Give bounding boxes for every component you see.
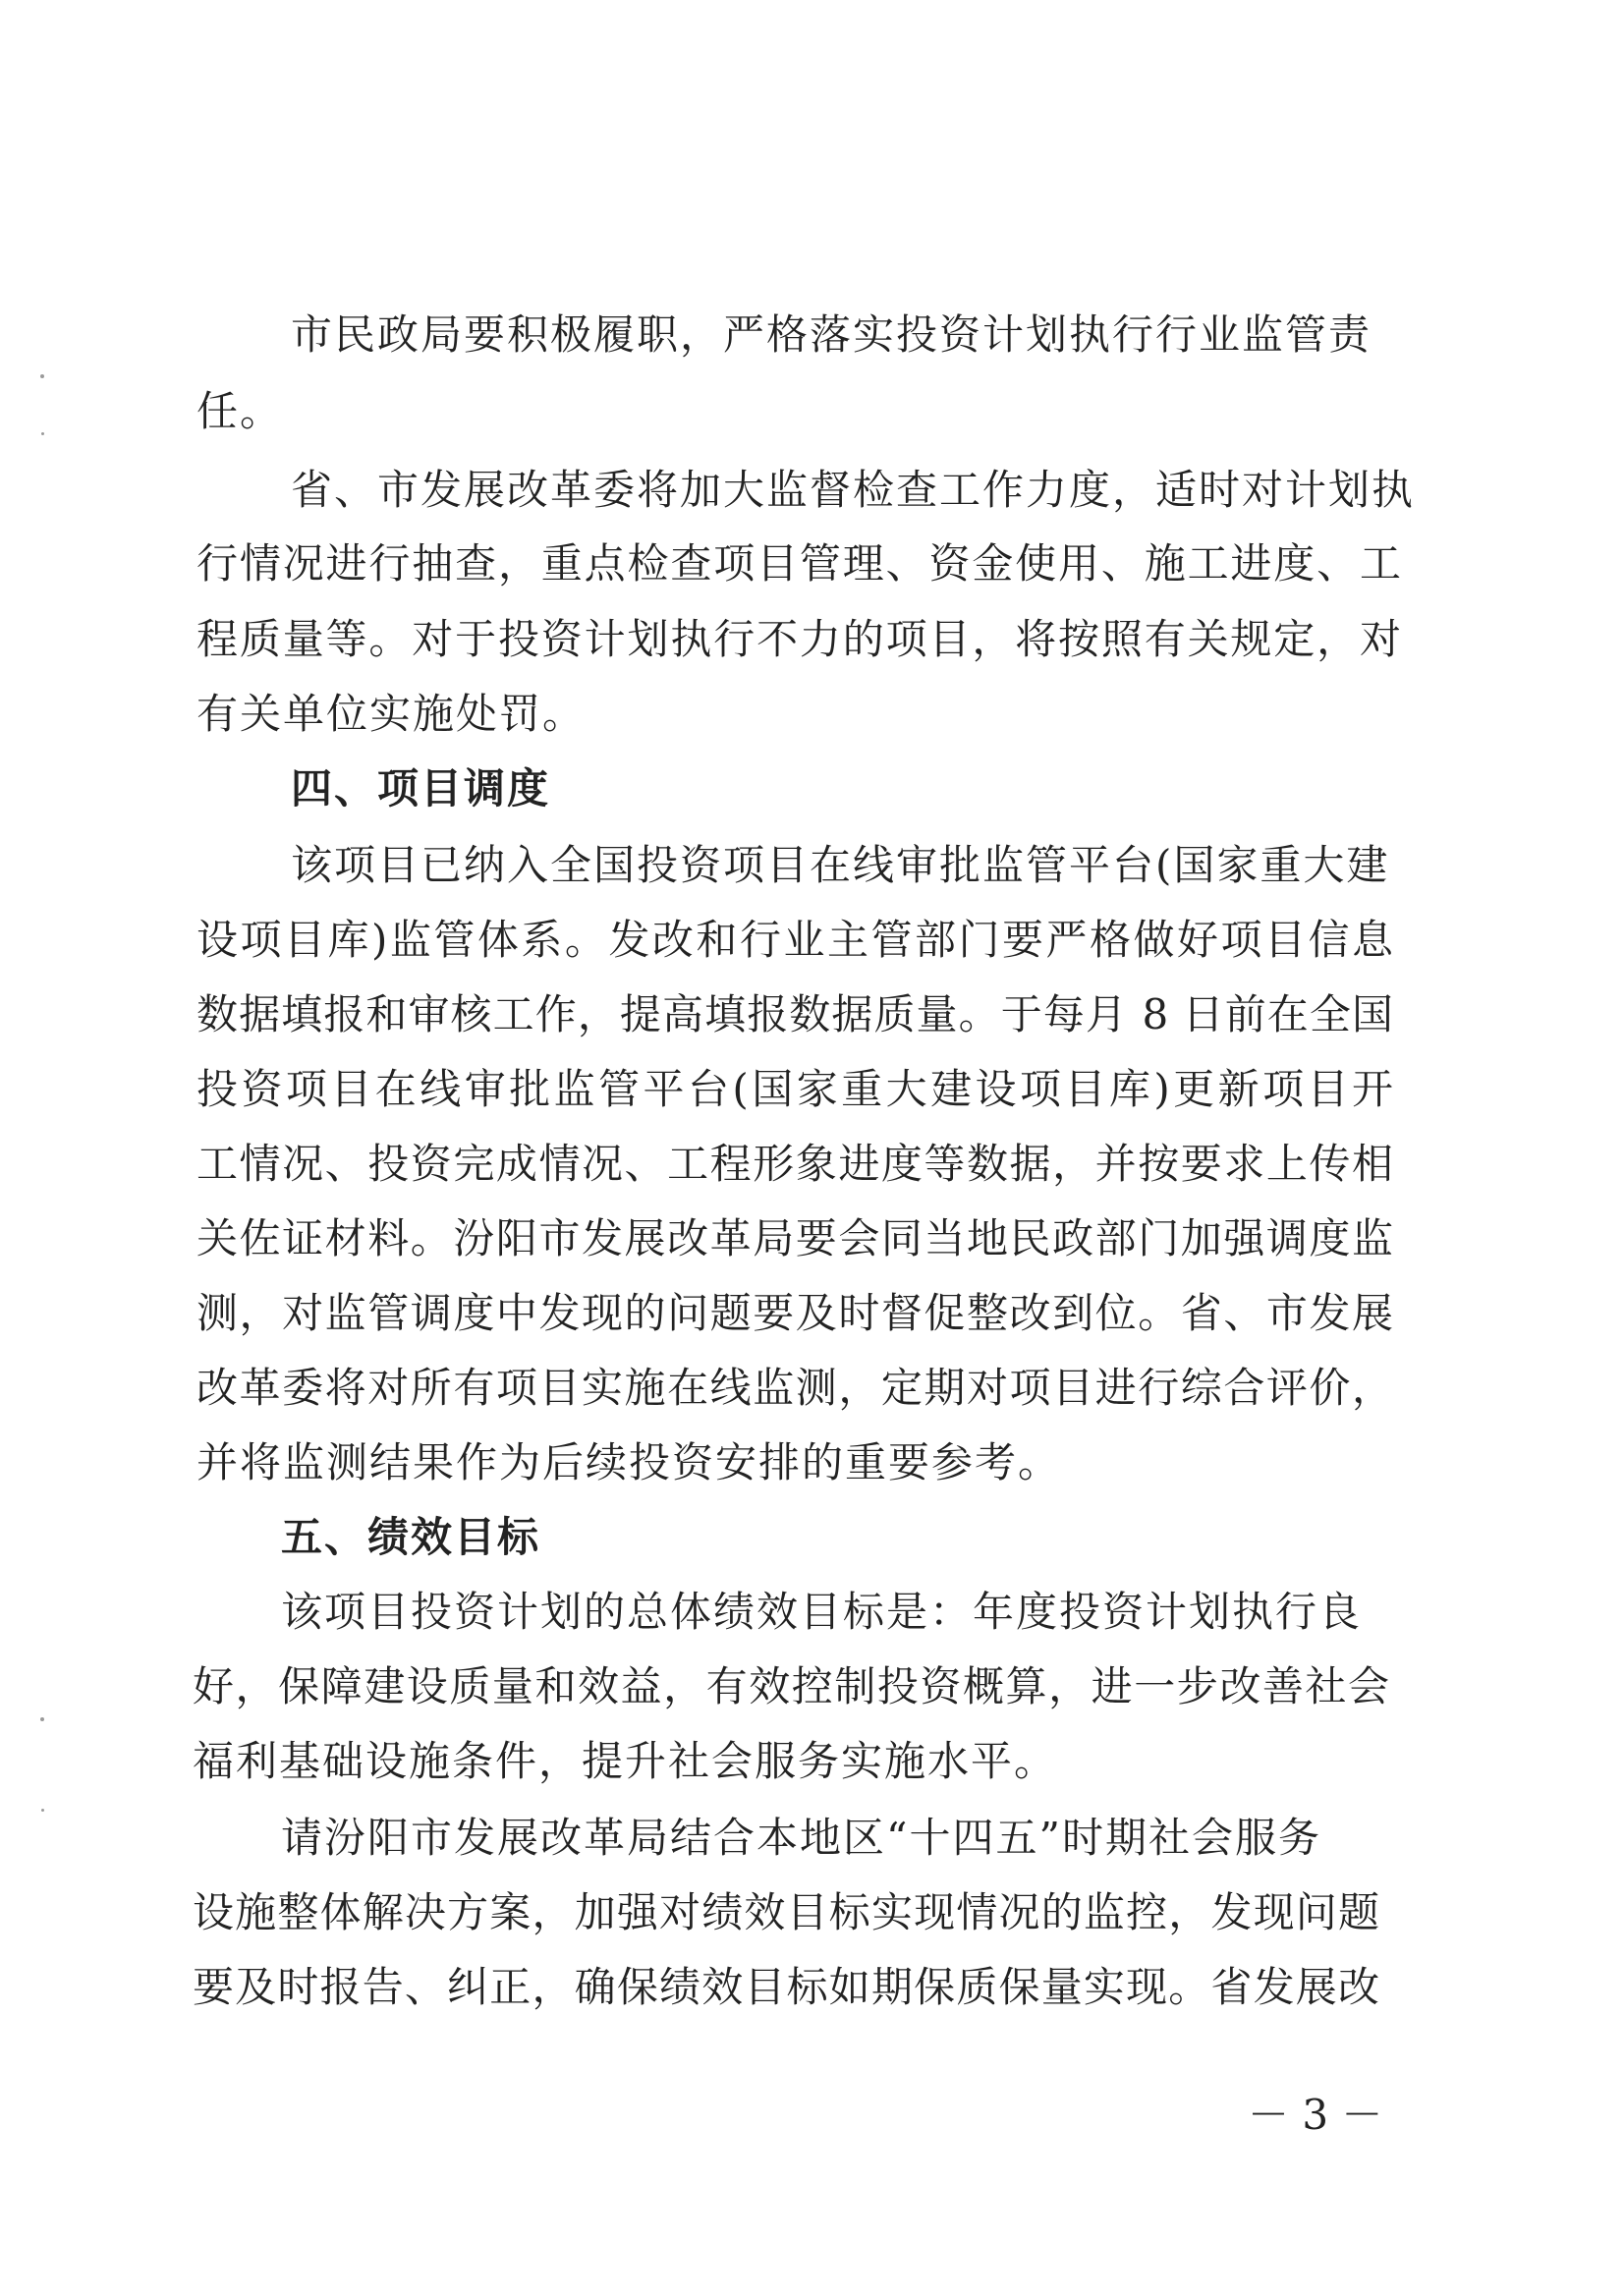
paragraph-line: 设施整体解决方案，加强对绩效目标实现情况的监控，发现问题 xyxy=(193,1888,1379,1936)
scan-mark xyxy=(41,432,44,435)
paragraph-line: 该项目投资计划的总体绩效目标是：年度投资计划执行良 xyxy=(281,1588,1363,1636)
paragraph-line: 好，保障建设质量和效益，有效控制投资概算，进一步改善社会 xyxy=(193,1662,1389,1710)
section-heading: 五、绩效目标 xyxy=(281,1513,541,1561)
paragraph-line: 行情况进行抽查，重点检查项目管理、资金使用、施工进度、工 xyxy=(196,539,1401,588)
paragraph-line: 并将监测结果作为后续投资安排的重要参考。 xyxy=(196,1438,1062,1486)
paragraph-line: 请汾阳市发展改革局结合本地区“十四五”时期社会服务 xyxy=(281,1814,1321,1862)
paragraph-line: 有关单位实施处罚。 xyxy=(196,690,587,738)
paragraph-line: 该项目已纳入全国投资项目在线审批监管平台(国家重大建 xyxy=(291,841,1390,889)
paragraph-line: 任。 xyxy=(196,387,284,435)
paragraph-line: 测，对监管调度中发现的问题要及时督促整改到位。省、市发展 xyxy=(196,1289,1393,1337)
paragraph-line: 市民政局要积极履职，严格落实投资计划执行行业监管责 xyxy=(291,310,1372,359)
paragraph-line: 福利基础设施条件，提升社会服务实施水平。 xyxy=(193,1737,1058,1785)
paragraph-line: 改革委将对所有项目实施在线监测，定期对项目进行综合评价， xyxy=(196,1364,1393,1412)
scan-mark xyxy=(40,1717,44,1721)
paragraph-line: 关佐证材料。汾阳市发展改革局要会同当地民政部门加强调度监 xyxy=(196,1214,1393,1262)
paragraph-line: 设项目库)监管体系。发改和行业主管部门要严格做好项目信息 xyxy=(196,916,1393,964)
paragraph-line: 省、市发展改革委将加大监督检查工作力度，适时对计划执 xyxy=(291,466,1416,514)
paragraph-line: 要及时报告、纠正，确保绩效目标如期保质保量实现。省发展改 xyxy=(193,1963,1379,2011)
paragraph-line: 程质量等。对于投资计划执行不力的项目，将按照有关规定，对 xyxy=(196,615,1401,663)
section-heading: 四、项目调度 xyxy=(291,764,551,812)
scan-mark xyxy=(41,1809,44,1812)
paragraph-line: 数据填报和审核工作，提高填报数据质量。于每月 8 日前在全国 xyxy=(196,990,1393,1038)
paragraph-line: 工情况、投资完成情况、工程形象进度等数据，并按要求上传相 xyxy=(196,1140,1393,1188)
paragraph-line: 投资项目在线审批监管平台(国家重大建设项目库)更新项目开 xyxy=(196,1065,1393,1113)
scan-mark xyxy=(40,374,44,378)
page-number: － 3 － xyxy=(1248,2091,1383,2139)
